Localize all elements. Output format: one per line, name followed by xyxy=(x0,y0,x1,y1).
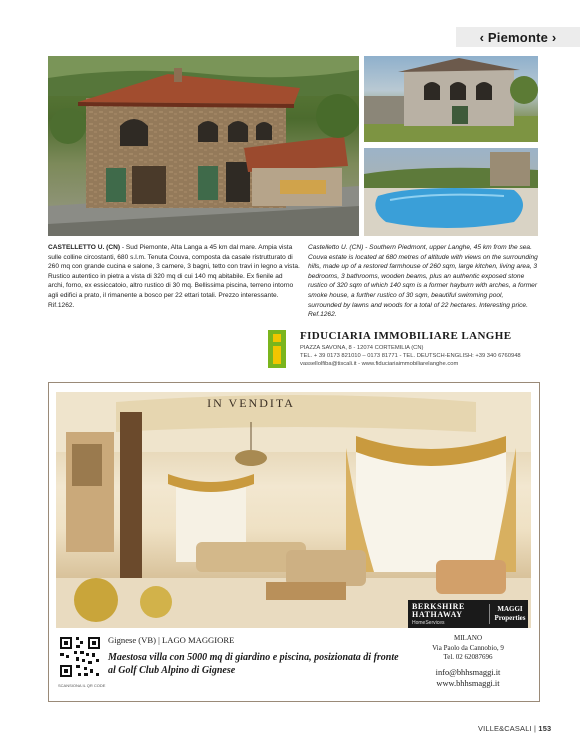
brand-sub: HomeServices xyxy=(412,620,445,626)
brand-name-line2: HATHAWAY xyxy=(412,610,463,619)
agency-address: PIAZZA SAVONA, 8 - 12074 CORTEMILIA (CN) xyxy=(300,345,424,351)
office-website[interactable]: www.bhhsmaggi.it xyxy=(436,679,500,688)
brand-partner xyxy=(494,605,526,623)
footer-divider: | xyxy=(534,724,537,733)
rustico-photo xyxy=(364,56,538,142)
brand-divider xyxy=(489,604,490,624)
ad-headline: Maestosa villa con 5000 mq di giardino e piscina, posizionata di fronte al Golf Club Alpino di Gignese xyxy=(108,652,399,676)
ad-banner: IN VENDITA xyxy=(207,396,295,410)
listing-title: CASTELLETTO U. (CN) xyxy=(48,244,121,251)
office-email[interactable]: info@bhhsmaggi.it xyxy=(435,668,501,677)
brand-name-line1: BERKSHIRE xyxy=(412,602,465,611)
office-phone: Tel. 02 62087696 xyxy=(443,653,493,662)
page-number: 153 xyxy=(538,724,552,733)
farmhouse-main-photo xyxy=(48,56,359,236)
office-address: Via Paolo da Cannobio, 9 xyxy=(432,643,504,652)
brand-partner-line2: Properties xyxy=(494,614,526,622)
agency-contacts: vassellolfiba@tiscali.it - www.fiduciariaimmobiliarelanghe.com xyxy=(300,361,459,367)
magazine-name: VILLE&CASALI xyxy=(478,724,532,733)
brand-partner-line1: MAGGI xyxy=(497,605,523,613)
office-online xyxy=(408,667,528,689)
ad-location: Gignese (VB) | LAGO MAGGIORE xyxy=(108,635,235,645)
page-footer xyxy=(478,724,551,733)
region-tag: ‹ Piemonte › xyxy=(456,27,580,47)
villa-interior-photo xyxy=(56,392,531,628)
office-info xyxy=(408,634,528,663)
agency-phones: TEL. + 39 0173 821010 – 0173 81771 - TEL. DEUTSCH-ENGLISH: +39 340 6760948 xyxy=(300,353,521,359)
qr-caption: SCANSIONA IL QR CODE xyxy=(58,683,106,688)
swimming-pool-photo xyxy=(364,148,538,236)
brand-logo xyxy=(408,600,528,628)
agency-logo xyxy=(266,328,290,370)
agency-name: FIDUCIARIA IMMOBILIARE LANGHE xyxy=(300,330,512,342)
office-city: MILANO xyxy=(454,634,482,642)
qr-code[interactable] xyxy=(58,635,102,679)
listing-text-it: - Sud Piemonte, Alta Langa a 45 km dal mare. Ampia vista sulle colline circostanti, 680 s.l.m. Tenuta Couva, composta da casale ristrutturato di 260 mq con grande cucina e salone, 3 camere, 3 bagni, tetto con travi in legno a vista. Rustico autentico in pietra a vista di 320 mq di cui 140 mq abitabile. Ex fienile ad archi, forno, ex essiccatoio, altro rustico di 30 mq. Bellissima piscina, terreno intorno agli edifici a prato, il rimanente a bosco per 22 ettari totali. Prezzo interessante. Rif.1262. xyxy=(48,244,300,309)
listing-description-it xyxy=(48,243,300,310)
listing-description-en: Castelletto U. (CN) - Southern Piedmont, upper Langhe, 45 km from the sea. Couva estate is located at 680 metres of altitude with views on the surrounding hills, made up of a restored farmhouse of 260 sqm, large kitchen, living area, 3 bedrooms, 3 bathrooms, wooden beams, plus an authentic exposed stone rustico of 320 sqm of which 140 sqm is a former hayburn with arches, a former smoke house, a further rustico of 30 sqm, beautiful swimming pool, surrounded by lawns and woods for a total of 22 hectares. Interesting price. Ref.1262. xyxy=(308,244,538,319)
